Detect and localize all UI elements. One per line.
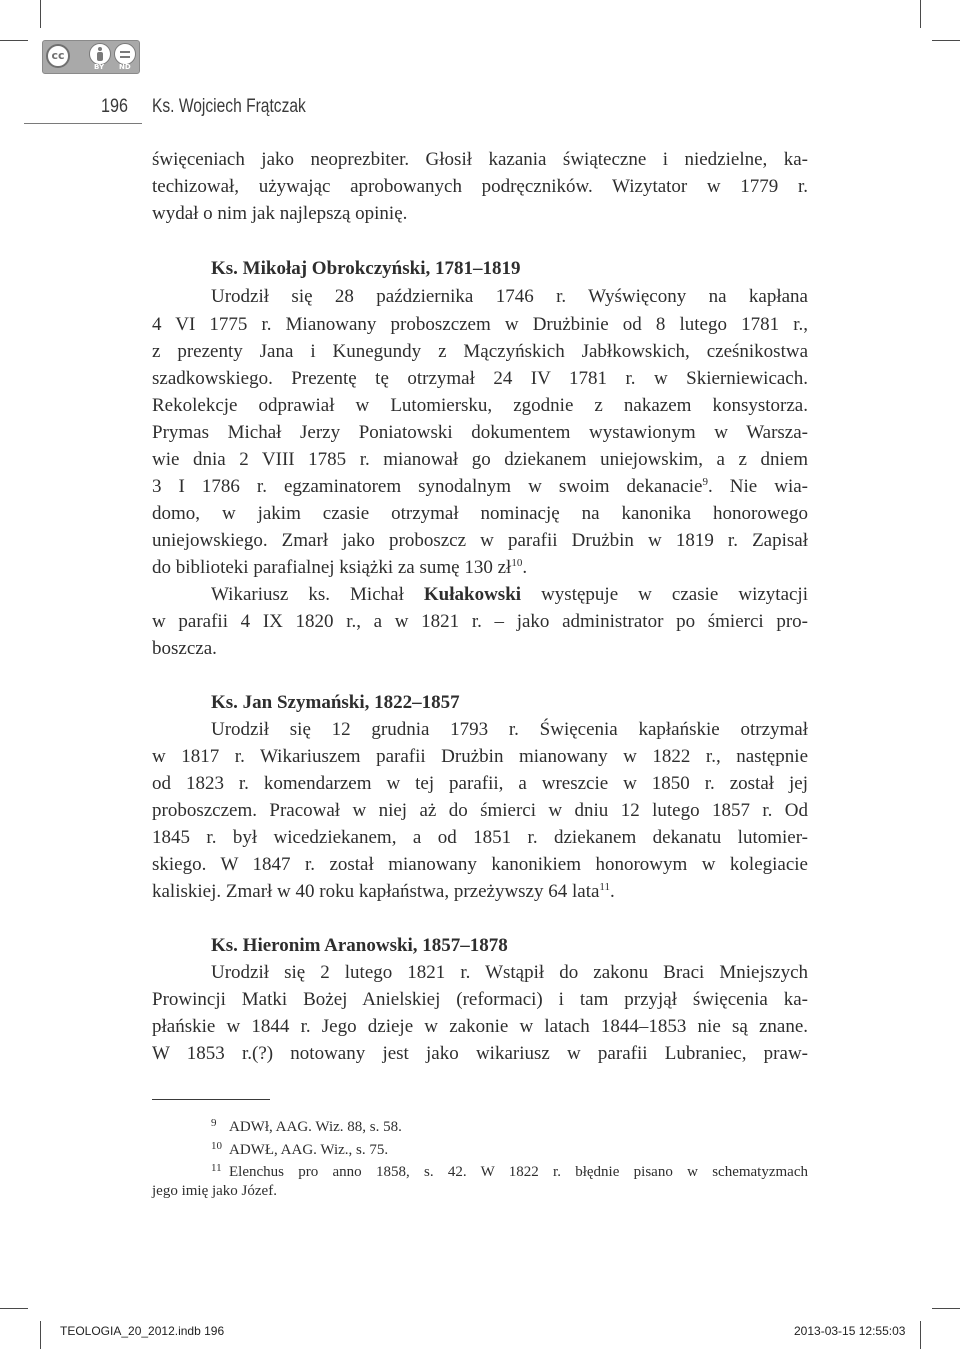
body-line: z prezenty Jana i Kunegundy z Mączyńskich Jabłkowskich, cześnikostwa [152,341,808,362]
crop-mark [932,1308,960,1309]
nd-label: ND [119,63,131,71]
body-line [211,581,808,608]
footnote-ref: 11 [599,881,611,893]
body-line: Urodził się 28 października 1746 r. Wyświęcony na kapłana [211,286,808,307]
body-line [152,878,808,905]
running-title: Ks. Wojciech Frątczak [152,96,306,117]
body-line: uniejowskiego. Zmarł jako proboszcz w parafii Drużbin w 1819 r. Zapisał [152,530,808,551]
body-line: proboszczem. Pracował w niej aż do śmierci w dniu 12 lutego 1857 r. Od [152,800,808,821]
body-line: Prymas Michał Jerzy Poniatowski dokumentem wystawionym w Warsza- [152,422,808,443]
section-heading: Ks. Mikołaj Obrokczyński, 1781–1819 [211,258,521,279]
footnote-text: ADWŁ, AAG. Wiz., s. 75. [229,1142,389,1158]
header-rule [24,123,142,124]
body-line: w 1817 r. Wikariuszem parafii Drużbin mianowany w 1822 r., następnie [152,746,808,767]
crop-mark [0,1308,28,1309]
line-text: 3 I 1786 r. egzaminatorem synodalnym w swoim dekanacie [152,476,703,497]
footnote-9 [211,1112,808,1134]
body-line: w parafii 4 IX 1820 r., a w 1821 r. – jako administrator po śmierci pro- [152,611,808,632]
footnote-text: Elenchus pro anno 1858, s. 42. W 1822 r. błędnie pisano w schematyzmach [229,1164,808,1180]
section-heading: Ks. Jan Szymański, 1822–1857 [211,692,460,713]
no-derivatives-icon [114,43,136,65]
crop-mark [920,0,921,28]
body-line: wydał o nim jak najlepszą opinię. [152,203,408,224]
attribution-icon [89,43,111,65]
body-line [152,554,808,581]
line-text: do biblioteki parafialnej książki za sumę 130 zł [152,557,512,578]
body-line: Urodził się 2 lutego 1821 r. Wstąpił do zakonu Braci Mniejszych [211,962,808,983]
crop-mark [0,40,28,41]
footnote-text: ADWł, AAG. Wiz. 88, s. 58. [229,1119,402,1135]
body-line: boszcza. [152,638,217,659]
body-line: płańskie w 1844 r. Jego dzieje w zakonie w latach 1844–1853 nie są znane. [152,1016,808,1037]
by-label: BY [94,63,105,71]
body-line: domo, w jakim czasie otrzymał nominację na kanonika honorowego [152,503,808,524]
footnote-11-continued: jego imię jako Józef. [152,1183,277,1199]
line-text: kaliskiej. Zmarł w 40 roku kapłaństwa, przeżywszy 64 lata [152,881,600,902]
body-line: techizował, używając aprobowanych podręczników. Wizytator w 1779 r. [152,176,808,197]
line-text: występuje w czasie wizytacji [521,584,808,605]
footnote-10 [211,1135,808,1157]
line-text: . [610,881,615,902]
footnote-ref: 9 [702,476,708,488]
section-heading: Ks. Hieronim Aranowski, 1857–1878 [211,935,508,956]
crop-mark [40,1321,41,1349]
body-line [152,473,808,500]
body-line: od 1823 r. komendarzem w tej parafii, a wreszcie w 1850 r. został jej [152,773,808,794]
print-slug-timestamp: 2013-03-15 12:55:03 [794,1324,906,1338]
footnote-rule [152,1099,270,1100]
body-line: Prowincji Matki Bożej Anielskiej (reformaci) i tam przyjął święcenia ka- [152,989,808,1010]
body-line: święceniach jako neoprezbiter. Głosił kazania świąteczne i niedzielne, ka- [152,149,808,170]
page-number: 196 [101,96,128,117]
body-line: skiego. W 1847 r. został mianowany kanonikiem honorowym w kolegiacie [152,854,808,875]
print-slug-file: TEOLOGIA_20_2012.indb 196 [60,1324,225,1338]
crop-mark [920,1321,921,1349]
line-text: . Nie wia- [707,476,808,497]
footnote-ref: 10 [511,557,523,569]
line-text: Wikariusz ks. Michał [211,584,424,605]
footnote-number: 9 [211,1117,217,1129]
body-line: wie dnia 2 VIII 1785 r. mianował go dziekanem uniejowskim, a z dniem [152,449,808,470]
footnote-number: 11 [211,1162,222,1174]
crop-mark [40,0,41,28]
body-line: W 1853 r.(?) notowany jest jako wikariusz w parafii Lubraniec, praw- [152,1043,808,1064]
body-line: Urodził się 12 grudnia 1793 r. Święcenia kapłańskie otrzymał [211,719,808,740]
bold-name: Kułakowski [423,584,522,605]
body-line: szadkowskiego. Prezentę tę otrzymał 24 IV 1781 r. w Skierniewicach. [152,368,808,389]
body-line: Rekolekcje odprawiał w Lutomiersku, zgodnie z nakazem konsystorza. [152,395,808,416]
cc-icon: cc [46,44,70,68]
body-line: 4 VI 1775 r. Mianowany proboszczem w Drużbinie od 8 lutego 1781 r., [152,314,808,335]
body-line: 1845 r. był wicedziekanem, a od 1851 r. dziekanem dekanatu lutomier- [152,827,808,848]
cc-license-badge [42,40,140,74]
footnote-number: 10 [211,1140,222,1152]
footnote-11 [211,1157,808,1179]
line-text: . [522,557,528,578]
crop-mark [932,40,960,41]
